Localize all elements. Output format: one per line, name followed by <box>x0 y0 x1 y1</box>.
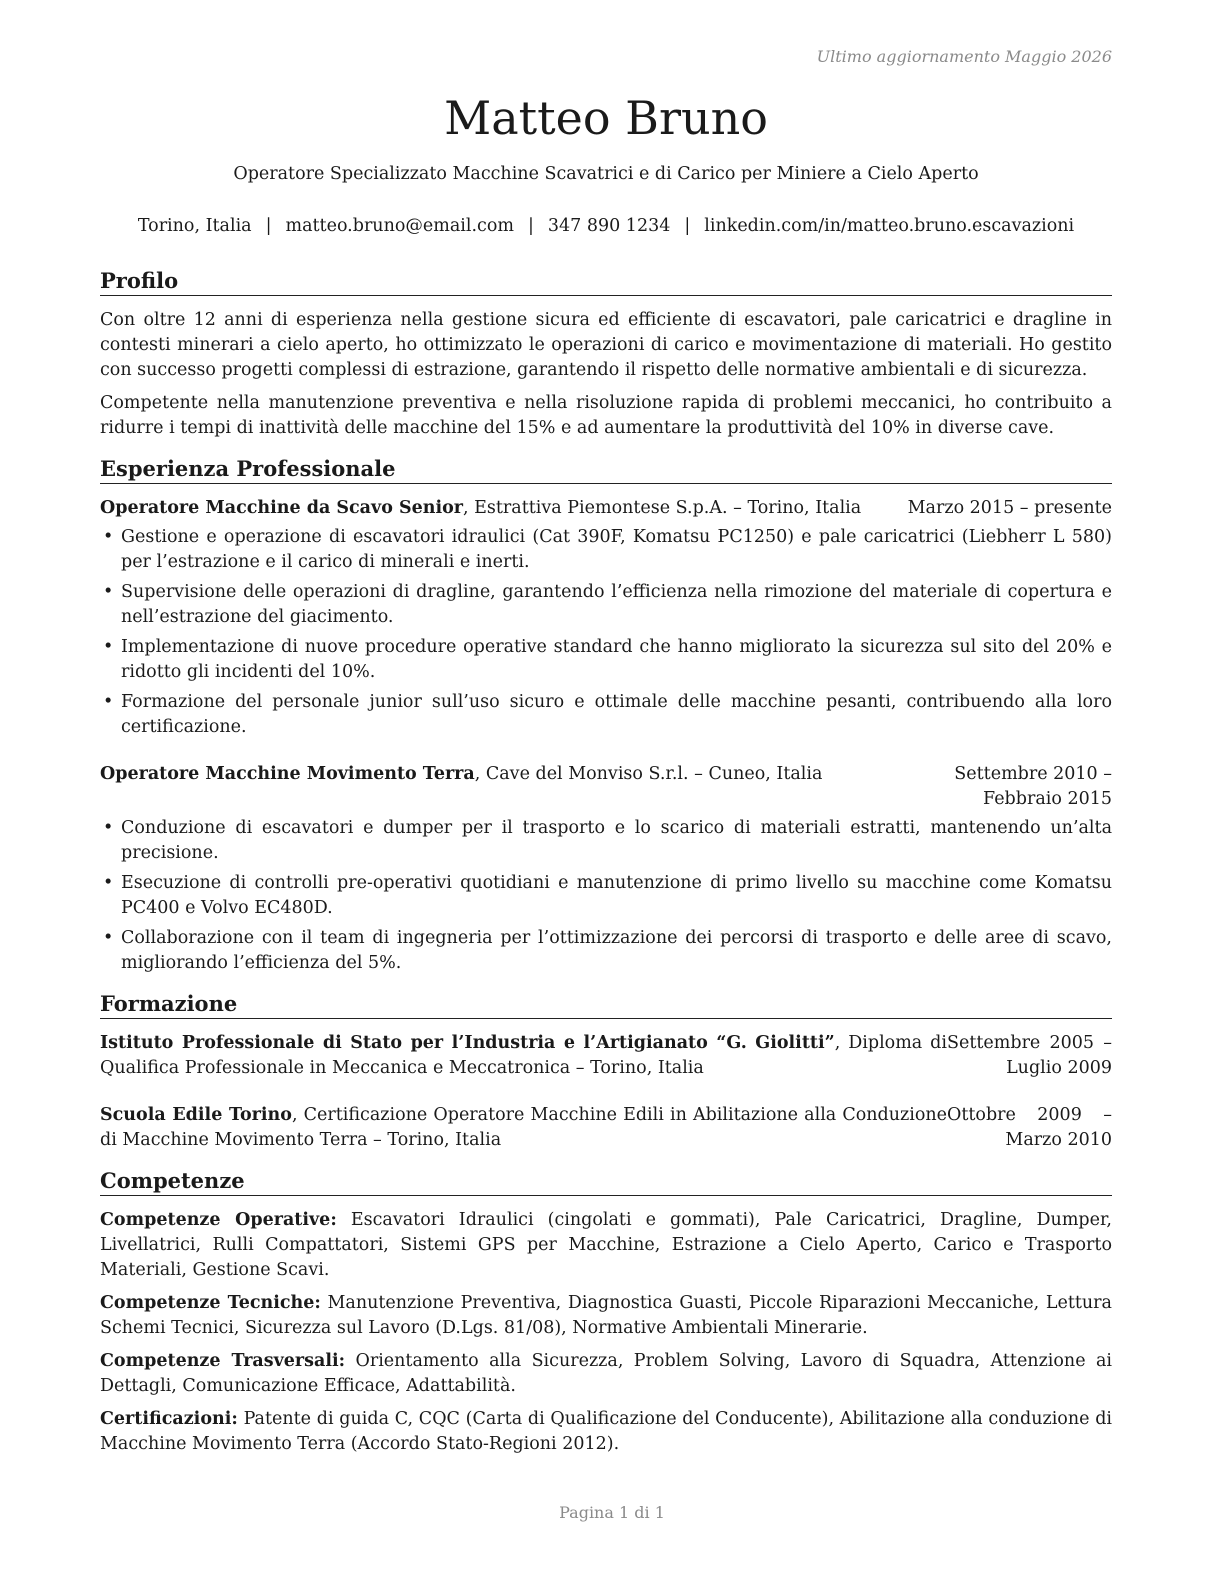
job-bullet: • Conduzione di escavatori e dumper per il trasporto e lo scarico di materiali estratti, mantenendo un’alta precisione. <box>100 816 1112 866</box>
job-dates: Marzo 2015 – presente <box>907 498 1112 518</box>
skill-line <box>100 1208 1112 1283</box>
candidate-name: Matteo Bruno <box>444 91 768 145</box>
job-bullets <box>100 525 1112 740</box>
job-bullet: • Gestione e operazione di escavatori idraulici (Cat 390F, Komatsu PC1250) e pale caricatrici (Liebherr L 580) per l’estrazione e il carico di minerali e inerti. <box>100 525 1112 575</box>
section-title-experience: Esperienza Professionale <box>100 455 1112 484</box>
skill-label: Competenze Trasversali: <box>100 1351 346 1371</box>
job-entry <box>100 496 1112 740</box>
section-title-profile: Profilo <box>100 267 1112 296</box>
contact-email[interactable]: matteo.bruno@email.com <box>285 216 514 236</box>
skill-line <box>100 1407 1112 1457</box>
last-updated: Ultimo aggiornamento Maggio 2026 <box>816 47 1112 66</box>
job-header <box>100 496 1112 521</box>
separator: | <box>265 216 272 236</box>
skill-line <box>100 1349 1112 1399</box>
skill-text: Patente di guida C, CQC (Carta di Qualificazione del Conducente), Abilitazione alla conduzione di Macchine Movimento Terra (Accordo Stato-Regioni 2012). <box>100 1409 1112 1454</box>
profile-paragraph: Competente nella manutenzione preventiva e nella risoluzione rapida di problemi meccanici, ho contribuito a ridurre i tempi di inattività delle macchine del 15% e ad aumentare la produttività del 10% in diverse cave. <box>100 393 1112 438</box>
skill-text: Orientamento alla Sicurezza, Problem Solving, Lavoro di Squadra, Attenzione ai Dettagli, Comunicazione Efficace, Adattabilità. <box>100 1351 1112 1396</box>
education-dates: Settembre 2005 – Luglio 2009 <box>947 1033 1112 1078</box>
job-role: Operatore Macchine da Scavo Senior <box>100 498 463 518</box>
contact-linkedin[interactable]: linkedin.com/in/matteo.bruno.escavazioni <box>704 216 1075 236</box>
education-entry <box>100 1103 1112 1153</box>
education-school: Scuola Edile Torino <box>100 1105 292 1125</box>
job-bullet: • Implementazione di nuove procedure operative standard che hanno migliorato la sicurezza sul sito del 20% e ridotto gli incidenti del 10%. <box>100 635 1112 685</box>
contact-line <box>100 214 1112 239</box>
skill-label: Competenze Operative: <box>100 1210 337 1230</box>
education-entry <box>100 1031 1112 1081</box>
job-entry <box>100 762 1112 976</box>
separator: | <box>527 216 534 236</box>
skill-label: Certificazioni: <box>100 1409 238 1429</box>
education-school: Istituto Professionale di Stato per l’Industria e l’Artigianato “G. Giolitti” <box>100 1033 835 1053</box>
section-title-education: Formazione <box>100 990 1112 1019</box>
contact-location: Torino, Italia <box>137 216 252 236</box>
job-bullet: • Formazione del personale junior sull’uso sicuro e ottimale delle macchine pesanti, contribuendo alla loro certificazione. <box>100 690 1112 740</box>
job-bullet: • Collaborazione con il team di ingegneria per l’ottimizzazione dei percorsi di trasporto e delle aree di scavo, migliorando l’efficienza del 5%. <box>100 926 1112 976</box>
job-company: , Cave del Monviso S.r.l. – Cuneo, Italia <box>474 764 823 784</box>
job-header <box>100 762 1112 812</box>
education-header <box>100 1103 1112 1153</box>
education-detail: , Certificazione Operatore Macchine Edili in Abilitazione alla Conduzione di Macchine Movimento Terra – Torino, Italia <box>100 1105 947 1150</box>
education-dates: Ottobre 2009 – Marzo 2010 <box>947 1105 1112 1150</box>
job-bullet: • Esecuzione di controlli pre-operativi quotidiani e manutenzione di primo livello su macchine come Komatsu PC400 e Volvo EC480D. <box>100 871 1112 921</box>
job-bullet: • Supervisione delle operazioni di dragline, garantendo l’efficienza nella rimozione del materiale di copertura e nell’estrazione del giacimento. <box>100 580 1112 630</box>
page-number: Pagina 1 di 1 <box>559 1503 665 1522</box>
education-header <box>100 1031 1112 1081</box>
skill-text: Escavatori Idraulici (cingolati e gommati), Pale Caricatrici, Dragline, Dumper, Livellatrici, Rulli Compattatori, Sistemi GPS per Macchine, Estrazione a Cielo Aperto, Carico e Trasporto Materiali, Gestione Scavi. <box>100 1210 1112 1280</box>
contact-phone[interactable]: 347 890 1234 <box>547 216 671 236</box>
profile-paragraph: Con oltre 12 anni di esperienza nella gestione sicura ed efficiente di escavatori, pale caricatrici e dragline in contesti minerari a cielo aperto, ho ottimizzato le operazioni di carico e movimentazione di materiali. Ho gestito con successo progetti complessi di estrazione, garantendo il rispetto delle normative ambientali e di sicurezza. <box>100 310 1112 380</box>
education-detail: , Diploma di Qualifica Professionale in Meccanica e Meccatronica – Torino, Italia <box>100 1033 947 1078</box>
skill-line <box>100 1291 1112 1341</box>
separator: | <box>684 216 691 236</box>
section-title-skills: Competenze <box>100 1167 1112 1196</box>
job-title: Operatore Specializzato Macchine Scavatrici e di Carico per Miniere a Cielo Aperto <box>233 164 979 184</box>
job-bullets <box>100 816 1112 976</box>
job-role: Operatore Macchine Movimento Terra <box>100 764 475 784</box>
skill-label: Competenze Tecniche: <box>100 1293 321 1313</box>
skill-text: Manutenzione Preventiva, Diagnostica Guasti, Piccole Riparazioni Meccaniche, Lettura Schemi Tecnici, Sicurezza sul Lavoro (D.Lgs. 81/08), Normative Ambientali Minerarie. <box>100 1293 1112 1338</box>
job-company: , Estrattiva Piemontese S.p.A. – Torino, Italia <box>463 498 862 518</box>
job-dates: Settembre 2010 – Febbraio 2015 <box>954 764 1112 809</box>
